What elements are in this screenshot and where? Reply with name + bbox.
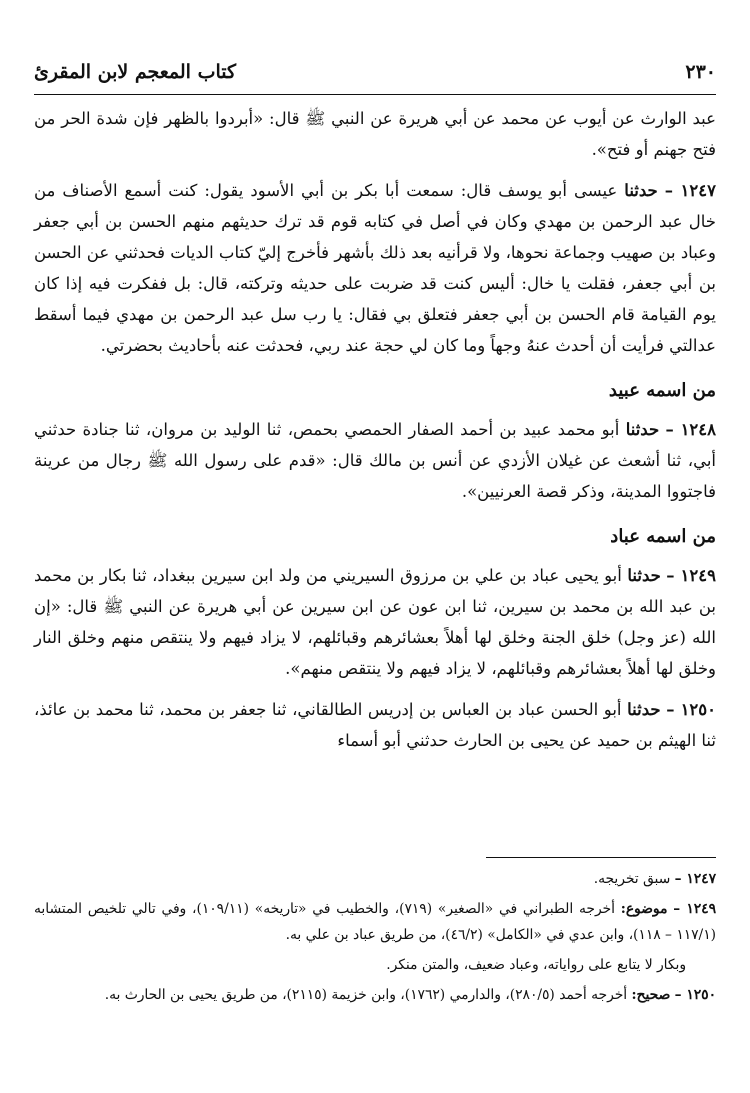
section-title-abbad: من اسمه عباد [610, 526, 716, 547]
footnote-grade: موضوع: [620, 901, 668, 917]
header-rule [34, 94, 716, 95]
footnotes [34, 866, 716, 1012]
footnote-grade: صحيح: [631, 987, 671, 1003]
main-text [34, 103, 716, 766]
footnote-number: ١٢٥٠ – [674, 987, 716, 1003]
footnote-1250 [34, 982, 716, 1008]
hadith-lead: حدثنا [627, 700, 661, 719]
book-title: كتاب المعجم لابن المقرئ [34, 61, 237, 83]
hadith-number: ١٢٥٠ – [666, 700, 717, 719]
footnote-1249-continuation: وبكار لا يتابع على رواياته، وعباد ضعيف، والمتن منكر. [386, 957, 686, 973]
hadith-text: عيسى أبو يوسف قال: سمعت أبا بكر بن أبي الأسود يقول: كنت أسمع الأصناف من خال عبد الرحمن بن مهدي وكان في أصل في كتابه قوم قد ترك حديثهم منهم الحسن بن أبي جعفر وعباد بن صهيب وجماعة نحوها، ولا قرأنيه بعد ذلك بأشهر فأخرج إليّ كتاب الديات فحدثني عن الحسن بن أبي جعفر، فقلت يا خال: أليس كنت قد ضربت على حديثه وتركته، قال: بل ففكرت فيه إذا كان يوم القيامة قام الحسن بن أبي جعفر فتعلق بي فقال: يا رب سل عبد الرحمن بن مهدي فيما أسقط عدالتي فرأيت أن أحدث عنهُ وجهاً وما كان لي حجة عند ربي، فحدثت عنه بأحاديث بحضرتي. [34, 181, 716, 355]
section-title-obaid: من اسمه عبيد [608, 380, 716, 401]
hadith-lead: حدثنا [625, 420, 660, 439]
footnote-1247 [34, 866, 716, 892]
hadith-number: ١٢٤٨ – [665, 420, 717, 439]
hadith-text: أبو الحسن عباد بن العباس بن إدريس الطالقاني، ثنا جعفر بن محمد، ثنا محمد بن عائذ، ثنا الهيثم بن حميد عن يحيى بن الحارث حدثني أبو أسماء [34, 700, 716, 750]
footnote-text: سبق تخريجه. [593, 871, 671, 887]
hadith-text: أبو محمد عبيد بن أحمد الصفار الحمصي بحمص، ثنا الوليد بن مروان، ثنا جنادة حدثني أبي، ثنا أشعث عن غيلان الأزدي عن أنس بن مالك قال: «قدم على رسول الله ﷺ رجال من عرينة فاجتووا المدينة، وذكر قصة العرنيين». [34, 420, 716, 501]
footnote-text: أخرجه أحمد (٢٨٠/٥)، والدارمي (١٧٦٢)، وابن خزيمة (٢١١٥)، من طريق يحيى بن الحارث به. [104, 987, 628, 1003]
hadith-lead: حدثنا [624, 181, 658, 200]
book-page [34, 0, 716, 1093]
footnote-number: ١٢٤٩ – [673, 901, 717, 917]
hadith-text: أبو يحيى عباد بن علي بن مرزوق السيريني من ولد ابن سيرين ببغداد، ثنا بكار بن محمد بن عبد الله بن محمد بن سيرين، ثنا ابن عون عن ابن سيرين عن أبي هريرة عن النبي ﷺ قال: «إن الله (عز وجل) خلق الجنة وخلق لها أهلاً بعشائرهم وقبائلهم، لا يزاد فيهم ولا ينتقص منهم وخلق النار وخلق لها أهلاً بعشائرهم وقبائلهم، لا يزاد فيهم ولا ينتقص منهم». [34, 566, 716, 678]
page-header [34, 58, 716, 86]
hadith-number: ١٢٤٩ – [666, 566, 716, 585]
footnote-1249 [34, 896, 716, 948]
hadith-number: ١٢٤٧ – [664, 181, 716, 200]
footnote-rule [486, 857, 716, 858]
intro-paragraph: عبد الوارث عن أيوب عن محمد عن أبي هريرة عن النبي ﷺ قال: «أبردوا بالظهر فإن شدة الحر من فتح جهنم أو فتح». [34, 109, 716, 159]
hadith-1248 [34, 414, 716, 507]
page-number: ٢٣٠ [685, 61, 716, 83]
hadith-1250 [34, 694, 716, 756]
hadith-1249 [34, 560, 716, 684]
footnote-text: أخرجه الطبراني في «الصغير» (٧١٩)، والخطيب في «تاريخه» (١٠٩/١١)، وفي تالي تلخيص المتشابه (١١٧/١ – ١١٨)، وابن عدي في «الكامل» (٤٦/٢)، من طريق عباد بن علي به. [34, 901, 716, 943]
footnote-number: ١٢٤٧ – [674, 871, 716, 887]
hadith-lead: حدثنا [627, 566, 661, 585]
hadith-1247 [34, 175, 716, 361]
